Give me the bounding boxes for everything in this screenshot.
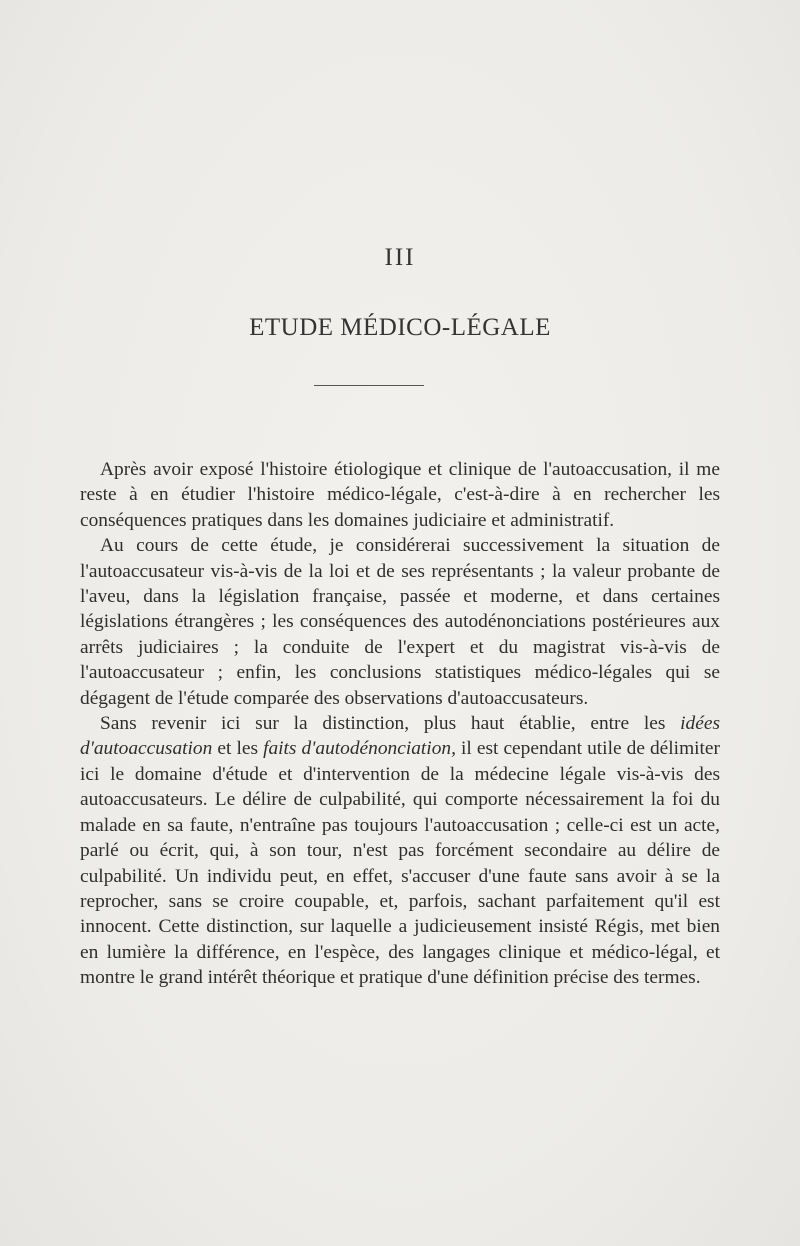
paragraph-2: Au cours de cette étude, je considérerai successivement la situation de l'autoaccusateur vis-à-vis de la loi et de ses représentants ; la valeur probante de l'aveu, dans la législation française, passée et moderne, et dans certaines législations étrangères ; les conséquences des autodénonciations postérieures aux arrêts judiciaires ; la conduite de l'expert et du magistrat vis-à-vis de l'autoaccusateur ; enfin, les conclusions statistiques médico-légales qui se dégagent de l'étude comparée des observations d'autoaccusateurs. xyxy=(80,535,720,709)
paragraph-3-text-2: et les xyxy=(212,738,264,760)
chapter-title: ETUDE MÉDICO-LÉGALE xyxy=(249,314,551,341)
chapter-number: III xyxy=(384,244,416,271)
paragraph-3 xyxy=(80,711,720,990)
paragraph-3-italic-1: idées d'autoaccusation xyxy=(80,713,720,760)
paragraph-3-italic-2: faits d'autodénonciation, xyxy=(263,738,456,760)
title-divider xyxy=(314,385,424,386)
paragraph-3-text-1: Sans revenir ici sur la distinction, plus haut établie, entre les xyxy=(100,713,681,735)
body-text xyxy=(80,457,720,991)
paragraph-1: Après avoir exposé l'histoire étiologique et clinique de l'autoaccusation, il me reste à en étudier l'histoire médico-légale, c'est-à-dire à en rechercher les conséquences pratiques dans les domaines judiciaire et administratif. xyxy=(80,459,720,531)
paragraph-3-text-3: il est cependant utile de délimiter ici le domaine d'étude et d'intervention de la médecine légale vis-à-vis des autoaccusateurs. Le délire de culpabilité, qui comporte nécessairement la foi du malade en sa faute, n'entraîne pas toujours l'autoaccusation ; celle-ci est un acte, parlé ou écrit, qui, à son tour, n'est pas forcément secondaire au délire de culpabilité. Un individu peut, en effet, s'accuser d'une faute sans avoir à se la reprocher, sans se croire coupable, et, parfois, sachant parfaitement qu'il est innocent. Cette distinction, sur laquelle a judicieusement insisté Régis, met bien en lumière la différence, en l'espèce, des langages clinique et médico-légal, et montre le grand intérêt théorique et pratique d'une définition précise des termes. xyxy=(80,738,720,989)
